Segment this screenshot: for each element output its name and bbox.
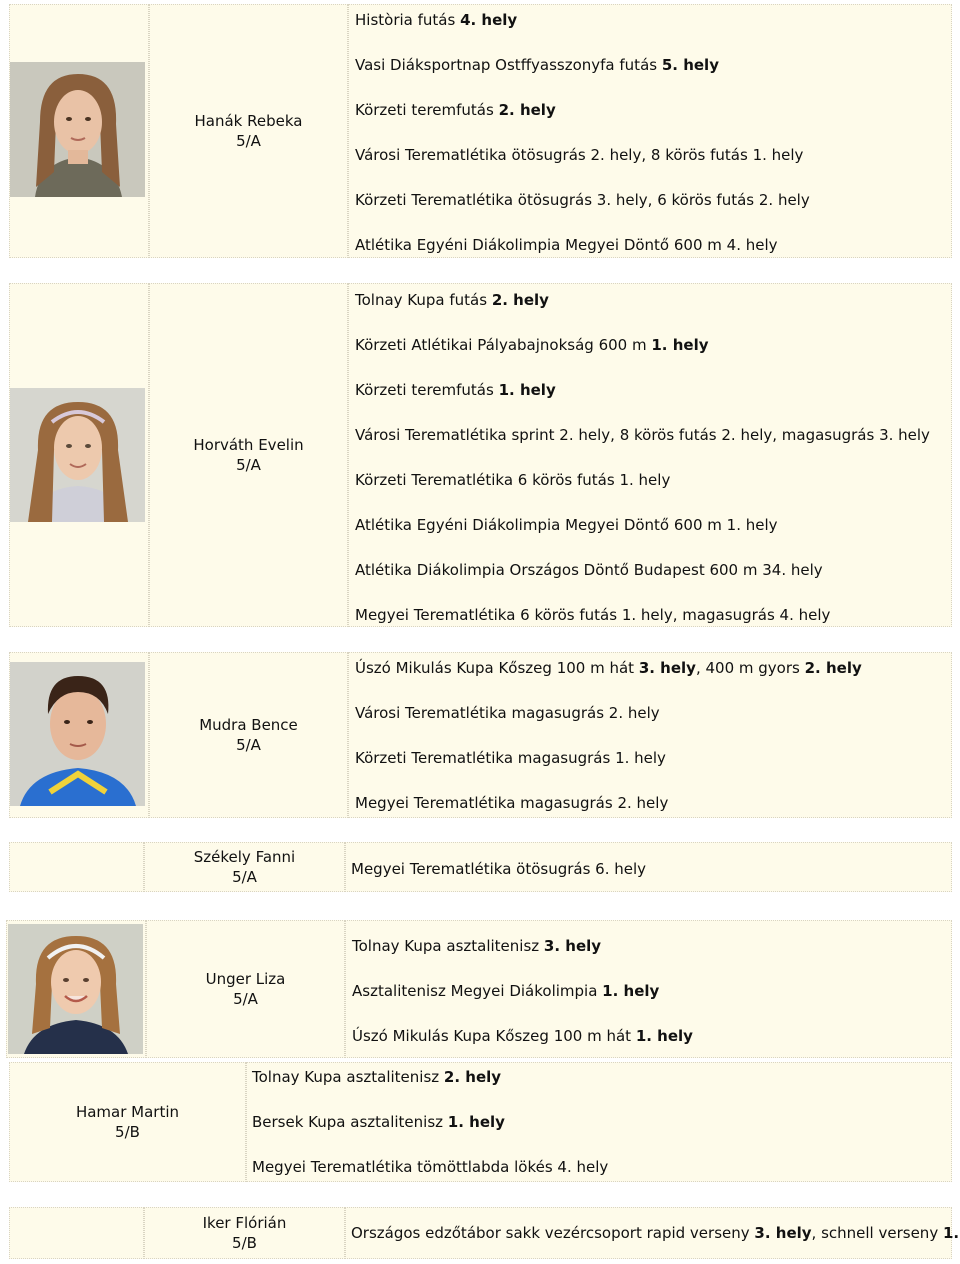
student-class-text: 5/B xyxy=(232,1234,257,1252)
achievement-placing: 1. hely xyxy=(602,982,660,1000)
student-row-iker-florian-photo-cell xyxy=(9,1207,144,1259)
achievement-placing: 1. xyxy=(942,1224,960,1242)
achievement-item xyxy=(252,1067,608,1087)
student-name-text: Horváth Evelin xyxy=(193,436,304,454)
achievement-placing: 2. hely xyxy=(491,291,549,309)
achievement-text: Körzeti teremfutás xyxy=(355,101,499,119)
girl-long-hair-portrait-icon xyxy=(10,62,145,197)
achievement-text: Megyei Terematlétika tömöttlabda lökés 4. hely xyxy=(252,1158,609,1176)
achievement-placing: 3. hely xyxy=(754,1224,812,1242)
achievement-item xyxy=(355,703,862,723)
student-name-text: Székely Fanni xyxy=(193,848,296,866)
achievement-item xyxy=(355,560,930,580)
achievement-item xyxy=(355,145,810,165)
student-row-szekely-fanni-photo-cell xyxy=(9,842,144,892)
achievement-item xyxy=(355,515,930,535)
achievement-item xyxy=(355,335,930,355)
student-name-text: Iker Flórián xyxy=(202,1214,287,1232)
achievement-text: Körzeti Terematlétika ötösugrás 3. hely, 6 körös futás 2. hely xyxy=(355,191,810,209)
achievement-placing: 5. hely xyxy=(661,56,719,74)
student-name xyxy=(149,652,348,818)
achievement-text: Atlétika Egyéni Diákolimpia Megyei Döntő 600 m 1. hely xyxy=(355,516,778,534)
achievement-text: Városi Terematlétika ötösugrás 2. hely, 8 körös futás 1. hely xyxy=(355,146,804,164)
achievement-item xyxy=(355,748,862,768)
achievement-item xyxy=(355,10,810,30)
student-class-text: 5/B xyxy=(115,1123,140,1141)
achievement-item xyxy=(355,793,862,813)
achievement-text: Körzeti Atlétikai Pályabajnokság 600 m xyxy=(355,336,652,354)
student-name-text: Unger Liza xyxy=(205,970,286,988)
achievement-item xyxy=(355,658,862,678)
boy-portrait-icon xyxy=(10,662,145,806)
achievements-list xyxy=(351,859,646,879)
achievement-item xyxy=(355,55,810,75)
achievement-item xyxy=(355,235,810,255)
student-name xyxy=(146,920,345,1058)
achievement-text: Megyei Terematlétika ötösugrás 6. hely xyxy=(351,860,647,878)
achievement-text: Városi Terematlétika sprint 2. hely, 8 körös futás 2. hely, magasugrás 3. hely xyxy=(355,426,930,444)
achievement-item xyxy=(352,936,693,956)
achievement-placing: 3. hely xyxy=(638,659,696,677)
achievement-text: Megyei Terematlétika magasugrás 2. hely xyxy=(355,794,669,812)
girl-headband-smiling-portrait-icon xyxy=(8,924,143,1054)
student-class-text: 5/A xyxy=(233,990,258,1008)
achievement-text: Városi Terematlétika magasugrás 2. hely xyxy=(355,704,660,722)
student-class-text: 5/A xyxy=(236,456,261,474)
student-class-text: 5/A xyxy=(236,736,261,754)
achievement-item xyxy=(355,190,810,210)
achievement-placing: 3. hely xyxy=(543,937,602,955)
student-name-text: Hanák Rebeka xyxy=(194,112,303,130)
achievement-text: Úszó Mikulás Kupa Kőszeg 100 m hát xyxy=(355,659,639,677)
student-name xyxy=(144,842,345,892)
achievement-placing: 4. hely xyxy=(460,11,518,29)
student-name xyxy=(149,4,348,258)
achievement-text: Asztalitenisz Megyei Diákolimpia xyxy=(352,982,603,1000)
achievement-placing: 1. hely xyxy=(498,381,556,399)
achievement-text: Atlétika Egyéni Diákolimpia Megyei Döntő 600 m 4. hely xyxy=(355,236,778,254)
achievement-item xyxy=(252,1157,608,1177)
achievement-text: Tolnay Kupa futás xyxy=(355,291,492,309)
achievement-text: Història futás xyxy=(355,11,461,29)
achievement-item xyxy=(355,425,930,445)
student-name-text: Mudra Bence xyxy=(199,716,298,734)
achievement-text: Vasi Diáksportnap Ostffyasszonyfa futás xyxy=(355,56,662,74)
achievement-placing: 2. hely xyxy=(443,1068,502,1086)
achievement-item xyxy=(351,1223,959,1243)
student-name-text: Hamar Martin xyxy=(75,1103,180,1121)
achievements-list xyxy=(352,936,693,1071)
student-name xyxy=(144,1207,345,1259)
achievement-placing: 1. hely xyxy=(447,1113,505,1131)
achievement-text: , schnell verseny xyxy=(811,1224,943,1242)
achievements-list xyxy=(351,1223,959,1243)
student-class-text: 5/A xyxy=(232,868,257,886)
achievements-list xyxy=(355,10,810,280)
achievements-list xyxy=(252,1067,608,1202)
achievement-text: Körzeti teremfutás xyxy=(355,381,499,399)
achievement-text: Megyei Terematlétika 6 körös futás 1. hely, magasugrás 4. hely xyxy=(355,606,831,624)
achievement-text: Bersek Kupa asztalitenisz xyxy=(252,1113,448,1131)
achievement-text: Tolnay Kupa asztalitenisz xyxy=(252,1068,444,1086)
achievement-placing: 1. hely xyxy=(635,1027,693,1045)
achievement-item xyxy=(352,981,693,1001)
achievement-placing: 2. hely xyxy=(498,101,556,119)
achievement-item xyxy=(252,1112,608,1132)
achievements-list xyxy=(355,290,930,650)
girl-headband-portrait-icon xyxy=(10,388,145,522)
achievement-item xyxy=(355,470,930,490)
achievement-item xyxy=(355,100,810,120)
achievement-text: , 400 m gyors xyxy=(695,659,805,677)
achievements-list xyxy=(355,658,862,838)
achievement-item xyxy=(355,290,930,310)
student-name xyxy=(149,283,348,627)
achievement-item xyxy=(355,605,930,625)
achievement-text: Atlétika Diákolimpia Országos Döntő Budapest 600 m 34. hely xyxy=(355,561,823,579)
achievement-text: Körzeti Terematlétika magasugrás 1. hely xyxy=(355,749,666,767)
achievement-text: Tolnay Kupa asztalitenisz xyxy=(352,937,544,955)
achievement-item xyxy=(352,1026,693,1046)
student-name xyxy=(9,1062,246,1182)
achievement-placing: 1. hely xyxy=(651,336,709,354)
achievement-item xyxy=(355,380,930,400)
achievement-text: Körzeti Terematlétika 6 körös futás 1. hely xyxy=(355,471,671,489)
achievement-placing: 2. hely xyxy=(804,659,862,677)
achievement-text: Országos edzőtábor sakk vezércsoport rapid verseny xyxy=(351,1224,755,1242)
achievement-item xyxy=(351,859,646,879)
achievement-text: Úszó Mikulás Kupa Kőszeg 100 m hát xyxy=(352,1027,636,1045)
student-class-text: 5/A xyxy=(236,132,261,150)
